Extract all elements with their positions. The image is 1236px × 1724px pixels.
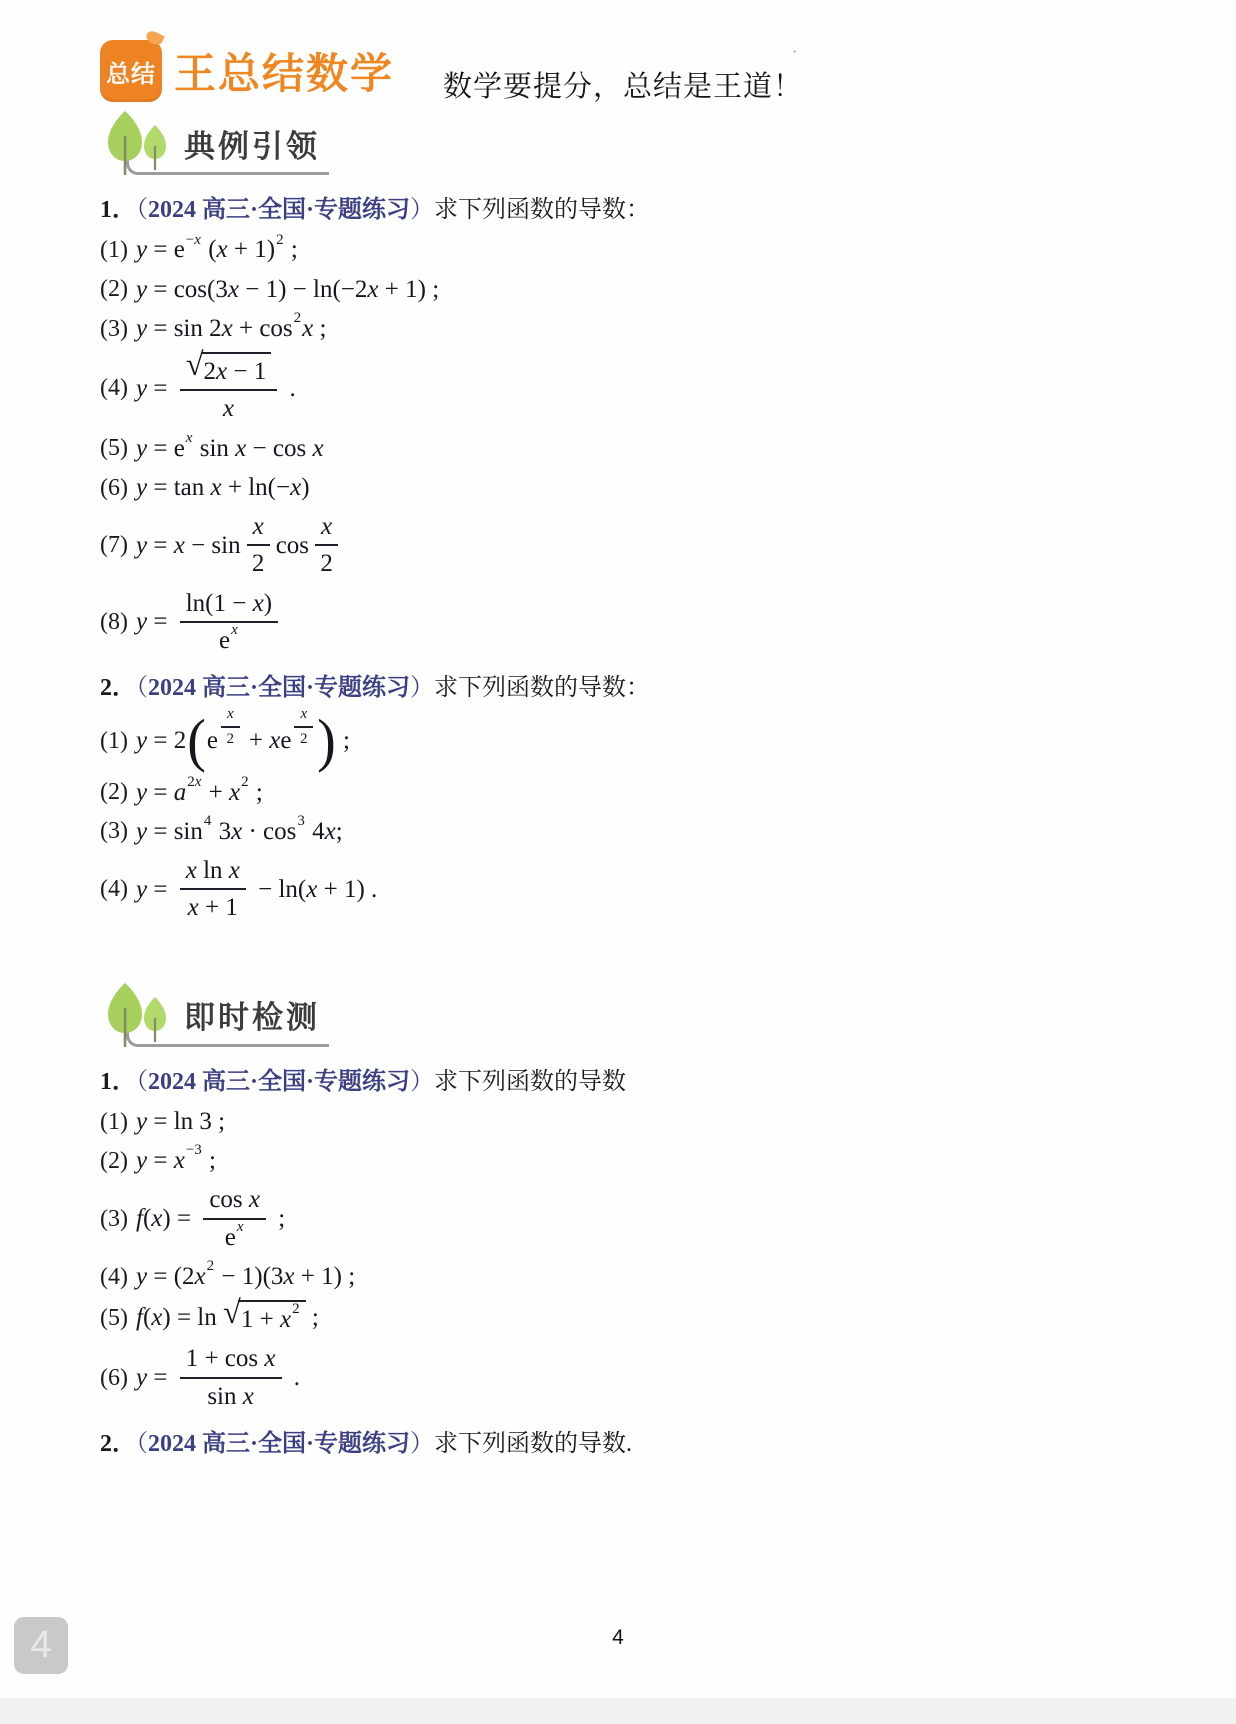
citation-open-paren: （ — [136, 1430, 148, 1457]
trees-icon — [100, 980, 176, 1050]
problem-item — [100, 1106, 1188, 1137]
trees-icon — [100, 108, 176, 178]
formula: y = sin 2 x + cos 2 x ; — [135, 310, 327, 342]
page-content — [100, 108, 1188, 1466]
item-label: (5) — [100, 435, 128, 462]
problem-item — [100, 1142, 1188, 1176]
problem-item — [100, 1343, 1188, 1412]
formula: f ( x ) = cos x e x ; — [135, 1186, 286, 1251]
item-label: (3) — [100, 315, 128, 342]
item-label: (6) — [100, 1364, 128, 1391]
item-label: (2) — [100, 276, 128, 303]
section-title: 即时检测 — [184, 1000, 320, 1036]
citation-close-paren: ） — [410, 675, 435, 702]
problem-item — [100, 310, 1188, 344]
item-label: (4) — [100, 1263, 128, 1290]
formula: y = 2 ( e x 2 + x e x 2 ) ; — [135, 705, 350, 774]
item-label: (3) — [100, 818, 128, 845]
section-header-jishi — [100, 980, 1188, 1050]
formula: y = ln(1 − x ) e x — [136, 588, 284, 657]
problem-item — [100, 773, 1188, 808]
problem-item — [100, 274, 1188, 305]
problem-item — [100, 855, 1188, 924]
citation: 2024 高三·全国·专题练习 — [148, 197, 411, 223]
formula: y = sin 4 3 x · cos 3 4 x ; — [135, 813, 343, 845]
task-text: 求下列函数的导数： — [434, 675, 651, 702]
problem-item — [100, 588, 1188, 657]
formula: y = ( 2 x 2 − 1 )( 3 x + 1 ) ; — [135, 1258, 356, 1290]
formula: y = e x sin x − cos x — [135, 429, 324, 462]
problem-item — [100, 1184, 1188, 1253]
formula: y = x −3 ; — [135, 1142, 216, 1175]
task-text: 求下列函数的导数： — [434, 197, 651, 223]
item-label: (5) — [100, 1304, 128, 1331]
citation-open-paren: （ — [136, 1068, 148, 1095]
bottom-bar — [0, 1698, 1236, 1724]
item-label: (2) — [100, 1147, 128, 1174]
problem-number: 2． — [100, 675, 136, 702]
problem-item — [100, 347, 1188, 425]
problem-item — [100, 511, 1188, 580]
citation-open-paren: （ — [136, 675, 148, 702]
section-header-dianli — [100, 108, 1188, 178]
problem-item — [100, 429, 1188, 464]
problem-header — [100, 194, 1188, 226]
item-label: (1) — [100, 237, 128, 264]
problem-header — [100, 1066, 1188, 1098]
item-label: (6) — [100, 474, 128, 501]
item-label: (4) — [100, 876, 128, 903]
citation: 2024 高三·全国·专题练习 — [148, 1068, 411, 1095]
item-label: (3) — [100, 1205, 128, 1232]
page-slogan: 数学要提分，总结是王道！ — [443, 71, 804, 103]
formula: y = x ln x x + 1 − ln ( x + 1 ) . — [135, 857, 378, 922]
problem-item — [100, 1295, 1188, 1335]
formula: y = ln 3 ; — [135, 1107, 226, 1135]
problem-item — [100, 472, 1188, 503]
section-title: 典例引领 — [184, 128, 320, 164]
problem-number: 1． — [100, 197, 136, 223]
formula: f ( x ) = ln √ 1 + x 2 ; — [136, 1300, 319, 1335]
stray-mark: · — [792, 44, 798, 61]
brand-logo — [100, 40, 394, 102]
item-label: (7) — [100, 532, 128, 559]
problem-header — [100, 1428, 1188, 1460]
item-label: (1) — [100, 727, 128, 754]
citation: 2024 高三·全国·专题练习 — [148, 675, 411, 702]
formula: y = √ 2 x − 1 x . — [135, 347, 296, 423]
problem-number: 2． — [100, 1430, 136, 1457]
item-label: (1) — [100, 1108, 128, 1135]
task-text: 求下列函数的导数 — [434, 1068, 627, 1095]
problem-item — [100, 813, 1188, 847]
formula: y = x − sin x 2 cos x 2 — [136, 511, 344, 580]
formula: y = a 2 x + x 2 ; — [135, 773, 263, 806]
formula: y = 1 + cos x sin x . — [135, 1345, 300, 1410]
item-label: (8) — [100, 608, 128, 635]
citation-open-paren: （ — [136, 197, 148, 223]
citation-close-paren: ） — [410, 197, 435, 223]
page-number: 4 — [612, 1626, 624, 1649]
formula: y = tan x + ln(− x ) — [135, 473, 310, 501]
corner-page-badge: 4 — [14, 1617, 68, 1674]
item-label: (4) — [100, 375, 128, 402]
formula: y = e − x ( x + 1 ) 2 ; — [135, 231, 298, 264]
problem-header — [100, 672, 1188, 704]
citation: 2024 高三·全国·专题练习 — [148, 1430, 411, 1457]
citation-close-paren: ） — [410, 1068, 435, 1095]
formula: y = cos ( 3 x − 1 ) − ln ( −2 x + 1 ) ; — [135, 275, 440, 303]
item-label: (2) — [100, 779, 128, 806]
logo-badge: 总结 — [100, 40, 162, 102]
task-text: 求下列函数的导数. — [434, 1430, 633, 1457]
problem-number: 1． — [100, 1068, 136, 1095]
problem-item — [100, 231, 1188, 265]
problem-item — [100, 1258, 1188, 1292]
logo-text: 王总结数学 — [174, 50, 395, 97]
citation-close-paren: ） — [410, 1430, 435, 1457]
problem-item — [100, 705, 1188, 774]
